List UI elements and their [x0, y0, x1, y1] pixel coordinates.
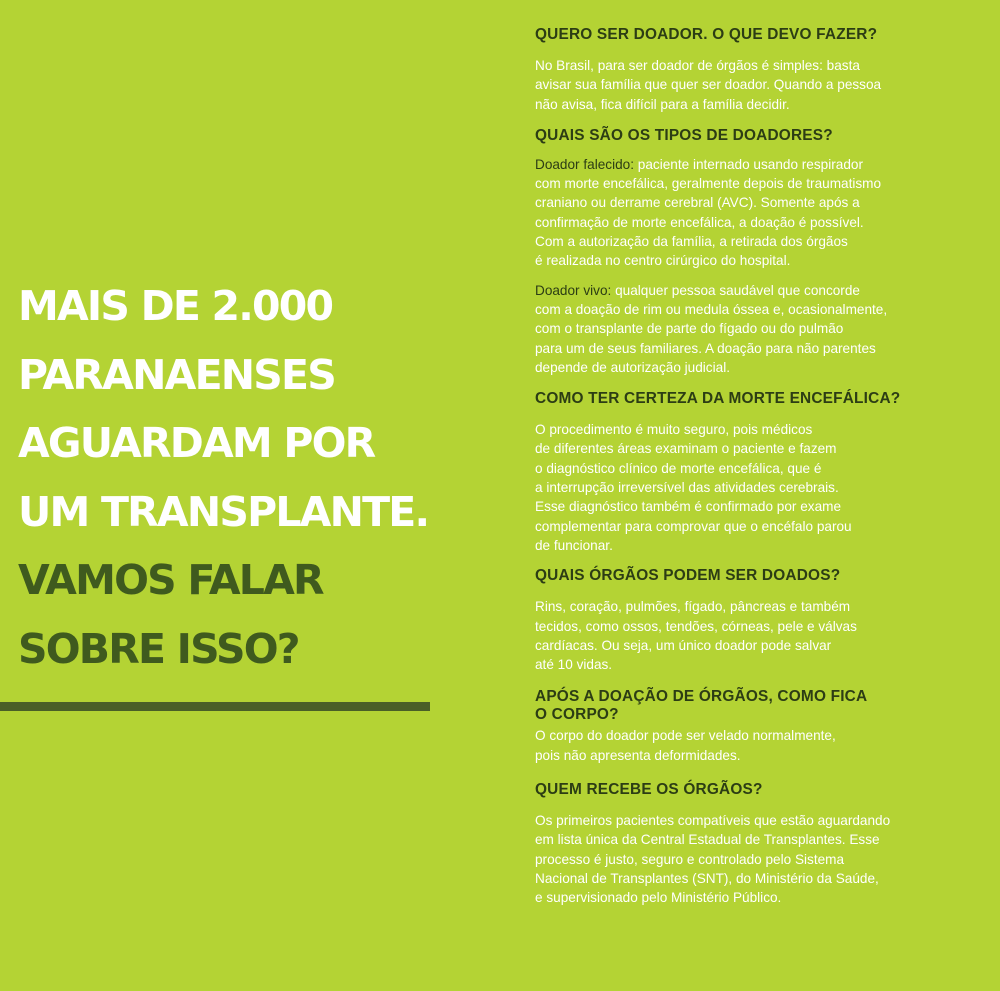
- headline-line: AGUARDAM POR: [18, 419, 375, 467]
- answer-label: Doador falecido:: [535, 156, 634, 172]
- faq-answer: Rins, coração, pulmões, fígado, pâncreas e também tecidos, como ossos, tendões, córneas, pele e válvas cardíacas. Ou seja, um único doador pode salvar até 10 vidas.: [535, 599, 857, 673]
- headline-line: UM TRANSPLANTE.: [18, 487, 429, 536]
- faq-answer: Os primeiros pacientes compatíveis que estão aguardando em lista única da Central Estadual de Transplantes. Esse processo é justo, seguro e controlado pelo Sistema Nacional de Transplantes (SNT), do Ministério da Saúde, e supervisionado pelo Ministério Público.: [535, 813, 891, 906]
- headline: [18, 272, 488, 683]
- answer-label: Doador vivo:: [535, 282, 612, 298]
- headline-line: PARANAENSES: [18, 350, 335, 399]
- faq-question: QUAIS SÃO OS TIPOS DE DOADORES?: [535, 126, 833, 144]
- headline-line: MAIS DE 2.000: [18, 282, 333, 330]
- faq-item: [535, 688, 975, 765]
- faq-question: COMO TER CERTEZA DA MORTE ENCEFÁLICA?: [535, 390, 901, 408]
- faq-answer: O corpo do doador pode ser velado normalmente, pois não apresenta deformidades.: [535, 728, 836, 763]
- faq-item: [535, 781, 975, 907]
- headline-line-dark: SOBRE ISSO?: [18, 624, 299, 673]
- faq-question: QUERO SER DOADOR. O QUE DEVO FAZER?: [535, 26, 878, 43]
- faq-item: [535, 127, 975, 377]
- headline-line-dark: VAMOS FALAR: [18, 556, 323, 604]
- faq-answer: No Brasil, para ser doador de órgãos é simples: basta avisar sua família que quer ser doador. Quando a pessoa não avisa, fica difícil para a família decidir.: [535, 58, 882, 112]
- faq-item: [535, 26, 975, 114]
- faq-column: [535, 26, 975, 908]
- faq-question: QUEM RECEBE OS ÓRGÃOS?: [535, 781, 763, 799]
- faq-question: QUAIS ÓRGÃOS PODEM SER DOADOS?: [535, 567, 841, 585]
- faq-question: APÓS A DOAÇÃO DE ÓRGÃOS, COMO FICA O CORPO?: [535, 688, 868, 724]
- divider-bar: [0, 702, 430, 711]
- faq-item: [535, 567, 975, 674]
- faq-answer: Doador falecido: paciente internado usando respirador com morte encefálica, geralmente depois de traumatismo craniano ou derrame cerebral (AVC). Somente após a confirmação de morte encefálica, a doação é possível. Com a autorização da família, a retirada dos órgãos é realizada no centro cirúrgico do hospital.: [535, 156, 882, 269]
- faq-item: [535, 390, 975, 555]
- faq-answer: Doador vivo: qualquer pessoa saudável que concorde com a doação de rim ou medula óssea e, ocasionalmente, com o transplante de parte do fígado ou do pulmão para um de seus familiares. A doação para não parentes depende de autorização judicial.: [535, 282, 888, 375]
- faq-answer: O procedimento é muito seguro, pois médicos de diferentes áreas examinam o paciente e fazem o diagnóstico clínico de morte encefálica, que é a interrupção irreversível das atividades cerebrais. Esse diagnóstico também é confirmado por exame complementar para comprovar que o encéfalo parou de funcionar.: [535, 422, 852, 553]
